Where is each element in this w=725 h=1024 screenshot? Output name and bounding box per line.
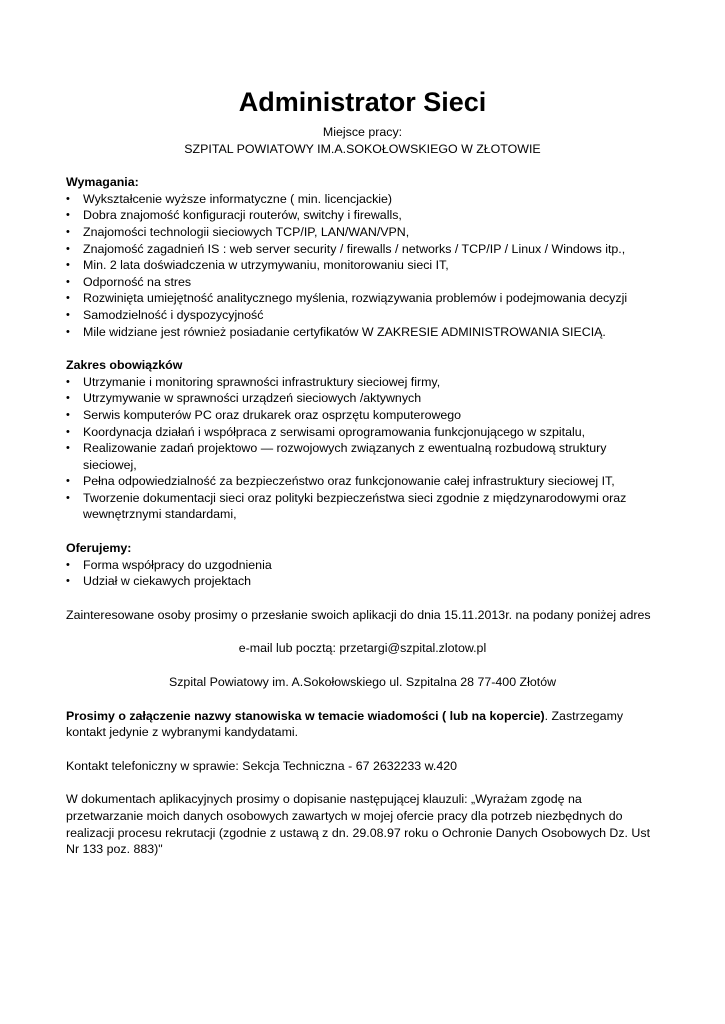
list-item: • Forma współpracy do uzgodnienia: [66, 557, 272, 572]
bullet-icon: •: [66, 392, 70, 405]
bullet-icon: •: [66, 575, 70, 588]
bullet-icon: •: [66, 442, 70, 455]
list-item: • Wykształcenie wyższe informatyczne ( min. licencjackie): [66, 191, 393, 206]
consent-clause: W dokumentach aplikacyjnych prosimy o dopisanie następującej klauzuli: „Wyrażam zgodę na przetwarzanie moich danych osobowych zawartych w mojej ofercie pracy dla potrzeb niezbędnych do realizacji procesu rekrutacji (zgodnie z ustawą z dn. 29.08.97 roku o Ochronie Danych Osobowych Dz. Ust Nr 133 poz. 883)": [66, 792, 651, 857]
bullet-icon: •: [66, 259, 70, 272]
application-request: [66, 708, 659, 741]
application-request-rest: . Zastrzegamy kontakt jedynie z wybranymi kandydatami.: [66, 708, 624, 740]
bullet-icon: •: [66, 375, 70, 388]
list-item: • Rozwinięta umiejętność analitycznego myślenia, rozwiązywania problemów i podejmowania decyzji: [66, 291, 628, 306]
bullet-icon: •: [66, 325, 70, 338]
list-item: • Znajomości technologii sieciowych TCP/IP, LAN/WAN/VPN,: [66, 224, 410, 239]
list-item: • Utrzymywanie w sprawności urządzeń sieciowych /aktywnych: [66, 391, 422, 406]
email-line: e-mail lub pocztą: przetargi@szpital.zlotow.pl: [238, 641, 487, 656]
workplace-label: Miejsce pracy:: [322, 125, 403, 139]
list-item: • Dobra znajomość konfiguracji routerów, switchy i firewalls,: [66, 208, 402, 223]
bullet-icon: •: [66, 308, 70, 321]
offer-heading: Oferujemy:: [66, 541, 132, 556]
list-item: • Min. 2 lata doświadczenia w utrzymywaniu, monitorowaniu sieci IT,: [66, 258, 449, 273]
bullet-icon: •: [66, 408, 70, 421]
bullet-icon: •: [66, 242, 70, 255]
bullet-icon: •: [66, 558, 70, 571]
list-item: • Koordynacja działań i współpraca z serwisami oprogramowania funkcjonującego w szpitalu,: [66, 424, 586, 439]
list-item: • Utrzymanie i monitoring sprawności infrastruktury sieciowej firmy,: [66, 374, 441, 389]
duties-heading: Zakres obowiązków: [66, 358, 183, 373]
workplace-name: SZPITAL POWIATOWY IM.A.SOKOŁOWSKIEGO W ZŁOTOWIE: [184, 141, 541, 156]
offer-list: [66, 557, 659, 590]
list-item: • Serwis komputerów PC oraz drukarek oraz osprzętu komputerowego: [66, 407, 462, 422]
list-item: • Realizowanie zadań projektowo — rozwojowych związanych z ewentualną rozbudową struktury sieciowej,: [66, 441, 607, 472]
bullet-icon: •: [66, 425, 70, 438]
application-invitation: Zainteresowane osoby prosimy o przesłanie swoich aplikacji do dnia 15.11.2013r. na podany poniżej adres: [66, 607, 651, 622]
phone-contact: Kontakt telefoniczny w sprawie: Sekcja Techniczna - 67 2632233 w.420: [66, 758, 457, 773]
bullet-icon: •: [66, 491, 70, 504]
list-item: • Tworzenie dokumentacji sieci oraz polityki bezpieczeństwa sieci zgodnie z międzynarodowymi oraz wewnętrznymi standardami,: [66, 490, 627, 522]
duties-list: [66, 374, 659, 523]
list-item: • Odporność na stres: [66, 274, 192, 289]
requirements-list: [66, 191, 659, 340]
application-request-bold: Prosimy o załączenie nazwy stanowiska w temacie wiadomości ( lub na kopercie): [66, 708, 545, 723]
bullet-icon: •: [66, 192, 70, 205]
page-title: Administrator Sieci: [238, 87, 487, 117]
address-line: Szpital Powiatowy im. A.Sokołowskiego ul. Szpitalna 28 77-400 Złotów: [168, 675, 557, 690]
bullet-icon: •: [66, 292, 70, 305]
bullet-icon: •: [66, 475, 70, 488]
bullet-icon: •: [66, 275, 70, 288]
requirements-heading: Wymagania:: [66, 175, 139, 190]
list-item: • Samodzielność i dyspozycyjność: [66, 307, 264, 322]
list-item: • Udział w ciekawych projektach: [66, 574, 252, 589]
list-item: • Mile widziane jest również posiadanie certyfikatów W ZAKRESIE ADMINISTROWANIA SIECIĄ.: [66, 324, 606, 339]
bullet-icon: •: [66, 225, 70, 238]
list-item: • Pełna odpowiedzialność za bezpieczeństwo oraz funkcjonowanie całej infrastruktury sieciowej IT,: [66, 474, 615, 489]
list-item: • Znajomość zagadnień IS : web server security / firewalls / networks / TCP/IP / Linux / Windows itp.,: [66, 241, 626, 256]
bullet-icon: •: [66, 209, 70, 222]
